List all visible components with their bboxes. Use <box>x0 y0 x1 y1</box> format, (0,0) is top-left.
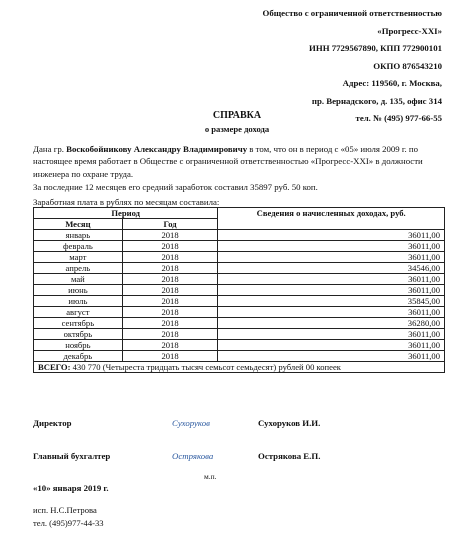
accountant-role: Главный бухгалтер <box>33 451 111 461</box>
table-row <box>34 351 445 362</box>
month-cell: июль <box>34 296 123 307</box>
total-text: 430 770 (Четыреста тридцать тысяч семьсот семьдесят) рублей 00 копеек <box>70 362 341 372</box>
director-role: Директор <box>33 418 72 428</box>
intro-prefix: Дана гр. <box>33 144 67 154</box>
table-row <box>34 285 445 296</box>
table-row <box>34 241 445 252</box>
year-cell: 2018 <box>122 230 218 241</box>
intro-rest: в том, что он в период с «05» июля 2009 г. по настоящее время работает в Обществе с ограниченной ответственностью «Прогресс-XXI» в должности инженера по охране труда. <box>33 144 423 179</box>
month-cell: апрель <box>34 263 123 274</box>
year-cell: 2018 <box>122 252 218 263</box>
org-address-line1: Адрес: 119560, г. Москва, <box>342 78 442 88</box>
executor: исп. Н.С.Петрова <box>33 505 97 515</box>
table-caption: Заработная плата в рублях по месяцам составила: <box>33 197 220 207</box>
year-cell: 2018 <box>122 274 218 285</box>
org-inn-kpp: ИНН 7729567890, КПП 772900101 <box>309 43 442 53</box>
year-cell: 2018 <box>122 329 218 340</box>
month-cell: ноябрь <box>34 340 123 351</box>
header-period: Период <box>34 208 218 219</box>
average-earnings: За последние 12 месяцев его средний заработок составил 35897 руб. 50 коп. <box>33 182 318 192</box>
accountant-signature: Острякова <box>172 451 214 461</box>
year-cell: 2018 <box>122 241 218 252</box>
year-cell: 2018 <box>122 351 218 362</box>
org-address-line2: пр. Вернадского, д. 135, офис 314 <box>311 95 442 106</box>
table-row <box>34 329 445 340</box>
table-row <box>34 274 445 285</box>
year-cell: 2018 <box>122 340 218 351</box>
org-okpo: ОКПО 876543210 <box>373 60 442 71</box>
table-row <box>34 252 445 263</box>
director-name: Сухоруков И.И. <box>258 418 321 428</box>
amount-cell: 36011,00 <box>218 340 445 351</box>
year-cell: 2018 <box>122 263 218 274</box>
total-label: ВСЕГО: <box>38 362 71 372</box>
stamp-place: м.п. <box>204 472 217 481</box>
header-year: Год <box>122 219 218 230</box>
amount-cell: 36011,00 <box>218 230 445 241</box>
amount-cell: 36011,00 <box>218 285 445 296</box>
person-name: Воскобойникову Александру Владимировичу <box>66 144 248 154</box>
amount-cell: 34546,00 <box>218 263 445 274</box>
year-cell: 2018 <box>122 296 218 307</box>
table-row <box>34 296 445 307</box>
header-month: Месяц <box>34 219 123 230</box>
amount-cell: 36011,00 <box>218 307 445 318</box>
table-header-row <box>34 208 445 219</box>
month-cell: август <box>34 307 123 318</box>
doc-subtitle: о размере дохода <box>204 124 270 134</box>
amount-cell: 36011,00 <box>218 329 445 340</box>
month-cell: март <box>34 252 123 263</box>
table-row <box>34 263 445 274</box>
accountant-name: Острякова Е.П. <box>258 451 321 461</box>
month-cell: сентябрь <box>34 318 123 329</box>
org-phone: тел. № (495) 977-66-55 <box>355 113 442 123</box>
month-cell: февраль <box>34 241 123 252</box>
amount-cell: 36280,00 <box>218 318 445 329</box>
amount-cell: 36011,00 <box>218 351 445 362</box>
executor-phone: тел. (495)977-44-33 <box>33 518 104 528</box>
month-cell: январь <box>34 230 123 241</box>
table-total-row <box>34 362 445 373</box>
month-cell: октябрь <box>34 329 123 340</box>
year-cell: 2018 <box>122 285 218 296</box>
month-cell: июнь <box>34 285 123 296</box>
month-cell: декабрь <box>34 351 123 362</box>
table-row <box>34 318 445 329</box>
month-cell: май <box>34 274 123 285</box>
table-row <box>34 307 445 318</box>
table-row <box>34 230 445 241</box>
salary-table <box>33 207 445 373</box>
intro-paragraph <box>33 143 445 180</box>
amount-cell: 36011,00 <box>218 252 445 263</box>
org-name: Общество с ограниченной ответственностью <box>262 8 442 18</box>
doc-title: СПРАВКА <box>212 110 262 121</box>
salary-rows <box>34 230 445 362</box>
amount-cell: 36011,00 <box>218 241 445 252</box>
org-brand: «Прогресс-XXI» <box>377 25 442 36</box>
header-income-info: Сведения о начисленных доходах, руб. <box>218 208 445 230</box>
year-cell: 2018 <box>122 307 218 318</box>
amount-cell: 35845,00 <box>218 296 445 307</box>
document-date: «10» января 2019 г. <box>33 483 109 493</box>
amount-cell: 36011,00 <box>218 274 445 285</box>
director-signature: Сухоруков <box>172 418 210 428</box>
table-row <box>34 340 445 351</box>
total-cell <box>34 362 445 373</box>
year-cell: 2018 <box>122 318 218 329</box>
